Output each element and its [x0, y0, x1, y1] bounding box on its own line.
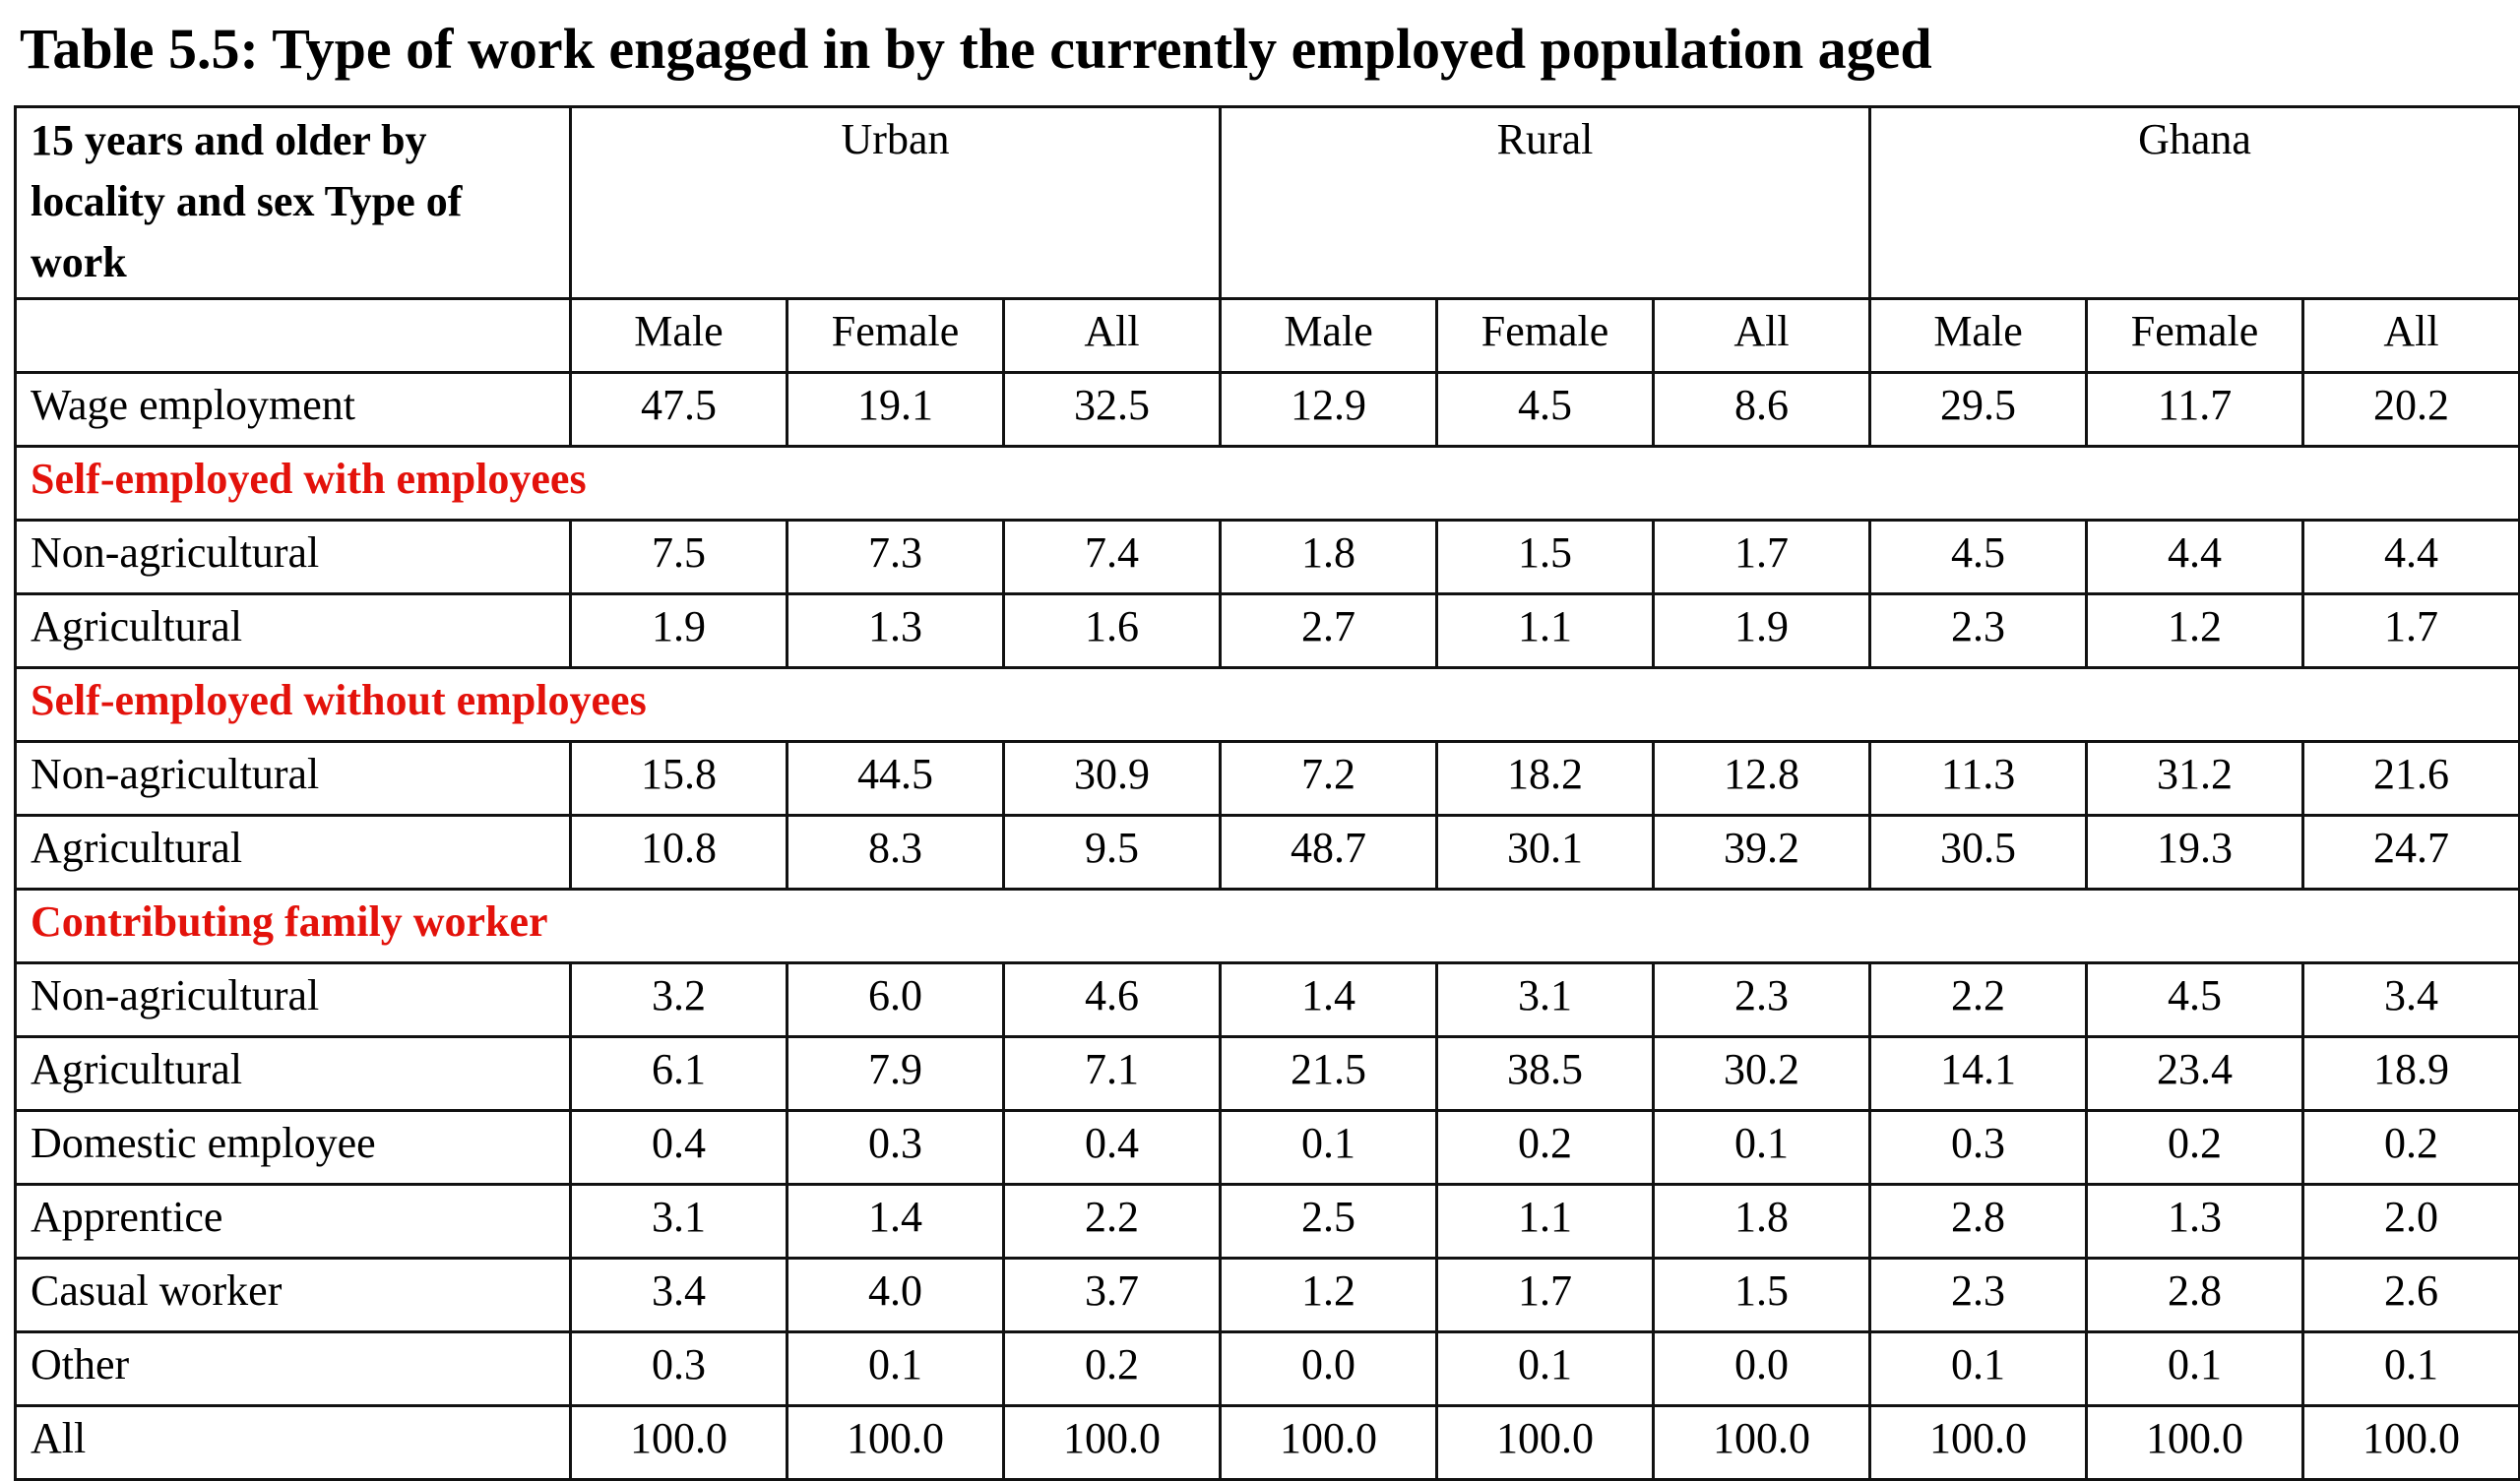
table-cell: 100.0: [1221, 1406, 1437, 1480]
table-cell: 30.9: [1004, 742, 1221, 816]
section-heading: Self-employed with employees: [16, 447, 2520, 521]
row-label: All: [16, 1406, 571, 1480]
table-cell: 18.2: [1437, 742, 1654, 816]
sex-header: Male: [571, 299, 788, 373]
sex-header: Male: [1870, 299, 2087, 373]
table-cell: 1.1: [1437, 1185, 1654, 1259]
table-cell: 9.5: [1004, 816, 1221, 890]
table-cell: 20.2: [2303, 373, 2520, 447]
header-row-sexes: [16, 299, 2520, 373]
table-cell: 0.1: [788, 1332, 1004, 1406]
table-cell: 30.5: [1870, 816, 2087, 890]
table-cell: 0.3: [788, 1111, 1004, 1185]
table-cell: 0.1: [2303, 1332, 2520, 1406]
table-cell: 1.1: [1437, 594, 1654, 668]
table-cell: 31.2: [2087, 742, 2303, 816]
table-cell: 0.2: [2303, 1111, 2520, 1185]
table-cell: 2.3: [1654, 963, 1870, 1037]
row-label: Agricultural: [16, 594, 571, 668]
table-cell: 7.2: [1221, 742, 1437, 816]
table-cell: 0.0: [1654, 1332, 1870, 1406]
table-row: [16, 521, 2520, 594]
table-cell: 0.1: [1870, 1332, 2087, 1406]
table-cell: 100.0: [1004, 1406, 1221, 1480]
table-cell: 1.6: [1004, 594, 1221, 668]
row-label: Non-agricultural: [16, 521, 571, 594]
table-row: [16, 1185, 2520, 1259]
table-cell: 2.8: [1870, 1185, 2087, 1259]
table-cell: 100.0: [1654, 1406, 1870, 1480]
table-cell: 3.2: [571, 963, 788, 1037]
row-label: Agricultural: [16, 1037, 571, 1111]
row-label: Non-agricultural: [16, 742, 571, 816]
table-cell: 38.5: [1437, 1037, 1654, 1111]
table-cell: 0.4: [571, 1111, 788, 1185]
row-label: Casual worker: [16, 1259, 571, 1332]
section-heading-row: [16, 668, 2520, 742]
table-cell: 0.2: [1437, 1111, 1654, 1185]
table-cell: 3.4: [2303, 963, 2520, 1037]
section-heading-row: [16, 447, 2520, 521]
sex-header: Female: [2087, 299, 2303, 373]
row-label: Non-agricultural: [16, 963, 571, 1037]
table-cell: 39.2: [1654, 816, 1870, 890]
table-cell: 1.3: [788, 594, 1004, 668]
table-cell: 2.6: [2303, 1259, 2520, 1332]
table-cell: 0.3: [1870, 1111, 2087, 1185]
row-label: Other: [16, 1332, 571, 1406]
table-cell: 1.7: [1437, 1259, 1654, 1332]
sex-header: All: [1654, 299, 1870, 373]
table-cell: 48.7: [1221, 816, 1437, 890]
table-cell: 4.6: [1004, 963, 1221, 1037]
table-row: [16, 742, 2520, 816]
sex-header: Female: [1437, 299, 1654, 373]
table-cell: 29.5: [1870, 373, 2087, 447]
table-cell: 7.9: [788, 1037, 1004, 1111]
table-cell: 2.3: [1870, 594, 2087, 668]
table-cell: 6.1: [571, 1037, 788, 1111]
table-cell: 24.7: [2303, 816, 2520, 890]
table-cell: 0.1: [1437, 1332, 1654, 1406]
table-cell: 0.2: [2087, 1111, 2303, 1185]
table-cell: 2.5: [1221, 1185, 1437, 1259]
table-cell: 12.8: [1654, 742, 1870, 816]
table-cell: 4.4: [2087, 521, 2303, 594]
table-cell: 8.3: [788, 816, 1004, 890]
table-cell: 0.3: [571, 1332, 788, 1406]
row-label: Agricultural: [16, 816, 571, 890]
table-cell: 4.4: [2303, 521, 2520, 594]
table-cell: 1.2: [2087, 594, 2303, 668]
table-row: [16, 816, 2520, 890]
table-cell: 2.2: [1870, 963, 2087, 1037]
table-cell: 100.0: [1437, 1406, 1654, 1480]
table-cell: 1.5: [1437, 521, 1654, 594]
table-cell: 21.6: [2303, 742, 2520, 816]
table-cell: 3.7: [1004, 1259, 1221, 1332]
table-cell: 100.0: [571, 1406, 788, 1480]
locality-header-urban: Urban: [571, 107, 1221, 299]
table-cell: 2.3: [1870, 1259, 2087, 1332]
corner-header: 15 years and older by locality and sex Type of work: [16, 107, 571, 299]
table-cell: 1.4: [788, 1185, 1004, 1259]
type-of-work-table: [14, 105, 2520, 1481]
section-heading: Contributing family worker: [16, 890, 2520, 963]
table-cell: 7.4: [1004, 521, 1221, 594]
table-row: [16, 594, 2520, 668]
table-cell: 1.9: [571, 594, 788, 668]
row-label: Apprentice: [16, 1185, 571, 1259]
table-cell: 3.1: [1437, 963, 1654, 1037]
table-cell: 1.8: [1654, 1185, 1870, 1259]
table-row: [16, 1111, 2520, 1185]
table-cell: 100.0: [1870, 1406, 2087, 1480]
table-row: [16, 963, 2520, 1037]
section-heading: Self-employed without employees: [16, 668, 2520, 742]
table-cell: 7.3: [788, 521, 1004, 594]
table-cell: 11.3: [1870, 742, 2087, 816]
table-cell: 2.8: [2087, 1259, 2303, 1332]
table-cell: 10.8: [571, 816, 788, 890]
table-cell: 1.7: [1654, 521, 1870, 594]
table-cell: 32.5: [1004, 373, 1221, 447]
table-cell: 100.0: [2087, 1406, 2303, 1480]
table-cell: 21.5: [1221, 1037, 1437, 1111]
sex-header: Male: [1221, 299, 1437, 373]
table-cell: 15.8: [571, 742, 788, 816]
table-cell: 8.6: [1654, 373, 1870, 447]
table-cell: 3.4: [571, 1259, 788, 1332]
table-cell: 1.9: [1654, 594, 1870, 668]
table-cell: 3.1: [571, 1185, 788, 1259]
table-row: [16, 1037, 2520, 1111]
table-cell: 4.5: [1437, 373, 1654, 447]
table-cell: 4.0: [788, 1259, 1004, 1332]
table-cell: 0.1: [2087, 1332, 2303, 1406]
row-label: Domestic employee: [16, 1111, 571, 1185]
table-cell: 23.4: [2087, 1037, 2303, 1111]
table-cell: 1.2: [1221, 1259, 1437, 1332]
sex-header: Female: [788, 299, 1004, 373]
header-row-localities: [16, 107, 2520, 299]
table-cell: 0.1: [1221, 1111, 1437, 1185]
table-cell: 1.7: [2303, 594, 2520, 668]
table-cell: 0.2: [1004, 1332, 1221, 1406]
section-heading-row: [16, 890, 2520, 963]
table-row: [16, 1259, 2520, 1332]
table-cell: 4.5: [2087, 963, 2303, 1037]
table-cell: 19.3: [2087, 816, 2303, 890]
table-title: Table 5.5: Type of work engaged in by the currently employed population aged: [20, 17, 1932, 81]
table-cell: 6.0: [788, 963, 1004, 1037]
table-cell: 11.7: [2087, 373, 2303, 447]
table-cell: 1.8: [1221, 521, 1437, 594]
table-cell: 30.2: [1654, 1037, 1870, 1111]
table-cell: 0.0: [1221, 1332, 1437, 1406]
empty-header-cell: [16, 299, 571, 373]
table-cell: 7.1: [1004, 1037, 1221, 1111]
sex-header: All: [2303, 299, 2520, 373]
table-cell: 12.9: [1221, 373, 1437, 447]
table-cell: 14.1: [1870, 1037, 2087, 1111]
table-cell: 1.4: [1221, 963, 1437, 1037]
sex-header: All: [1004, 299, 1221, 373]
table-cell: 4.5: [1870, 521, 2087, 594]
table-cell: 19.1: [788, 373, 1004, 447]
table-row: [16, 373, 2520, 447]
row-label: Wage employment: [16, 373, 571, 447]
table-cell: 0.1: [1654, 1111, 1870, 1185]
table-cell: 47.5: [571, 373, 788, 447]
table-cell: 1.3: [2087, 1185, 2303, 1259]
table-cell: 30.1: [1437, 816, 1654, 890]
table-cell: 18.9: [2303, 1037, 2520, 1111]
table-cell: 100.0: [2303, 1406, 2520, 1480]
table-cell: 2.0: [2303, 1185, 2520, 1259]
table-cell: 0.4: [1004, 1111, 1221, 1185]
table-row: [16, 1332, 2520, 1406]
table-cell: 44.5: [788, 742, 1004, 816]
table-cell: 1.5: [1654, 1259, 1870, 1332]
table-cell: 2.2: [1004, 1185, 1221, 1259]
table-cell: 100.0: [788, 1406, 1004, 1480]
locality-header-rural: Rural: [1221, 107, 1870, 299]
locality-header-ghana: Ghana: [1870, 107, 2520, 299]
table-cell: 7.5: [571, 521, 788, 594]
table-cell: 2.7: [1221, 594, 1437, 668]
